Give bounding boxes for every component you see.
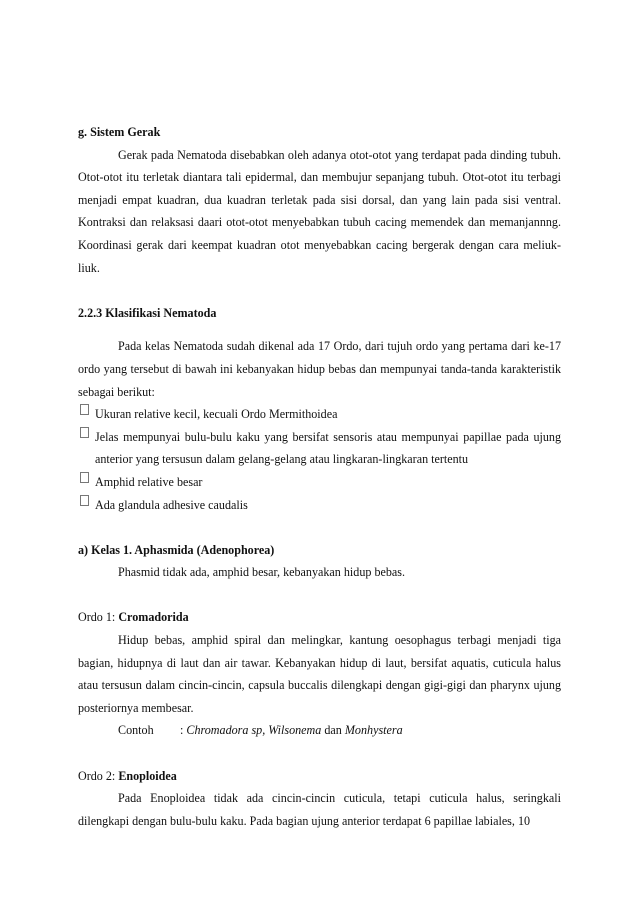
sistem-gerak-paragraph: Gerak pada Nematoda disebabkan oleh adanya otot-otot yang terdapat pada dinding tubuh. Otot-otot itu terletak diantara tali epidermal, dan membujur sepanjang tubuh. Otot-otot itu terbagi menjadi empat kuadran, dua kuadran terletak pada sisi dorsal, dan yang lain pada sisi ventral. Kontraksi dan relaksasi daari otot-otot menyebabkan tubuh cacing memendek dan memanjannng. Koordinasi gerak dari keempat kuadran otot menyebabkan cacing bergerak dengan cara meliuk-liuk. (78, 147, 561, 275)
bullet-item: Jelas mempunyai bulu-bulu kaku yang bersifat sensoris atau mempunyai papillae pada ujung anterior yang tersusun dalam gelang-gelang atau lingkaran-lingkaran tertentu (78, 426, 561, 471)
section-heading-klasifikasi: 2.2.3 Klasifikasi Nematoda (78, 305, 217, 320)
ordo-2-paragraph: Pada Enoploidea tidak ada cincin-cincin cuticula, tetapi cuticula halus, seringkali dilengkapi dengan bulu-bulu kaku. Pada bagian ujung anterior terdapat 6 papillae labiales, 10 (78, 791, 561, 828)
ordo-2-heading: Ordo 2: Enoploidea (78, 768, 177, 783)
bullet-box-icon (80, 427, 89, 438)
section-heading-sistem-gerak: g. Sistem Gerak (78, 125, 161, 139)
bullet-item: Amphid relative besar (78, 471, 561, 494)
klasifikasi-paragraph: Pada kelas Nematoda sudah dikenal ada 17 Ordo, dari tujuh ordo yang pertama dari ke-17 ordo yang tersebut di bawah ini kebanyakan hidup bebas dan mempunyai tanda-tanda karakteristik sebagai berikut: (78, 339, 561, 399)
ordo-1-paragraph: Hidup bebas, amphid spiral dan melingkar, kantung oesophagus terbagi menjadi tiga bagian, hidupnya di laut dan air tawar. Kebanyakan hidup di laut, bersifat aquatis, cuticula halus atau tersusun dalam cincin-cincin, capsula buccalis dilengkapi dengan gigi-gigi dan pharynx ujung posteriornya membesar. (78, 633, 561, 715)
document-page (78, 121, 561, 832)
bullet-item: Ukuran relative kecil, kecuali Ordo Mermithoidea (78, 403, 561, 426)
ordo-1-contoh: Contoh : Chromadora sp, Wilsonema dan Monhystera (118, 723, 403, 738)
bullet-box-icon (80, 404, 89, 415)
bullet-box-icon (80, 472, 89, 483)
bullet-box-icon (80, 495, 89, 506)
ordo-1-heading: Ordo 1: Cromadorida (78, 610, 189, 625)
bullet-item: Ada glandula adhesive caudalis (78, 494, 561, 517)
kelas-1-paragraph: Phasmid tidak ada, amphid besar, kebanyakan hidup bebas. (118, 565, 406, 580)
kelas-1-heading: a) Kelas 1. Aphasmida (Adenophorea) (78, 542, 275, 557)
